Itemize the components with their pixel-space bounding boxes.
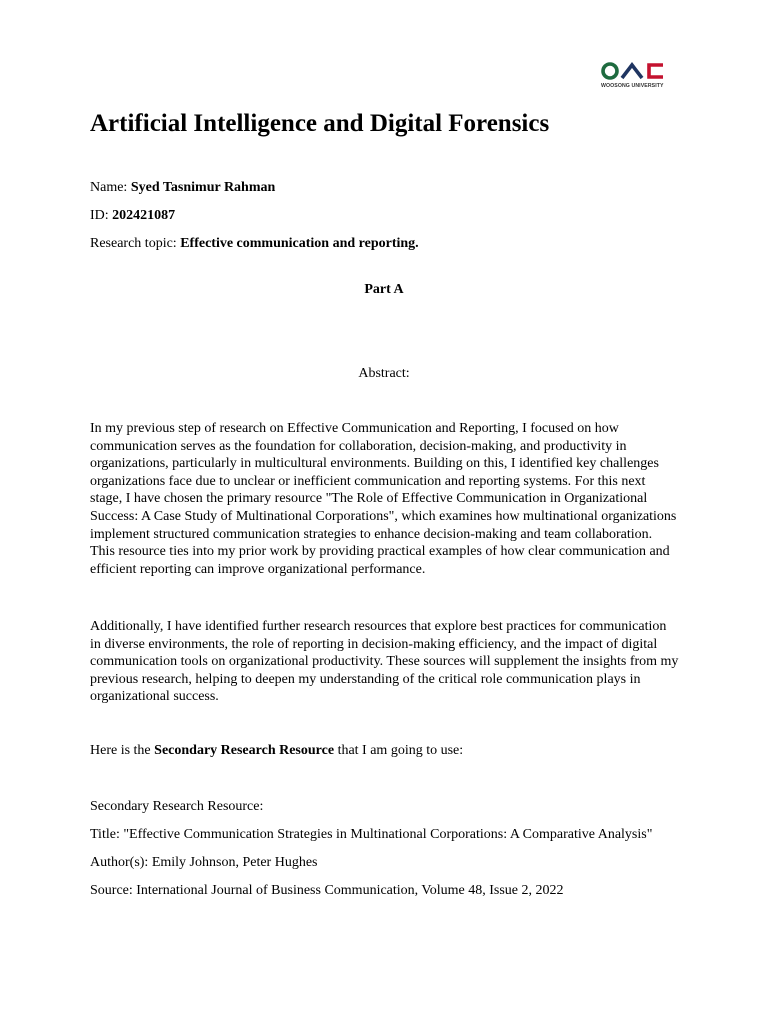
id-label: ID: xyxy=(90,208,113,223)
paragraph-previous-research: In my previous step of research on Effective Communication and Reporting, I focused on how communication serves as the foundation for collaboration, decision-making, and productivity in organizations, particularly in multicultural environments. Building on this, I identified key challenges organizations face due to unclear or inefficient communication and reporting systems. For this next stage, I have chosen the primary resource "The Role of Effective Communication in Organizational Success: A Case Study of Multinational Corporations", which examines how multinational organizations implement structured communication strategies to enhance decision-making and team collaboration. This resource ties into my prior work by providing practical examples of how clear communication and efficient reporting can improve organizational performance. xyxy=(90,421,677,577)
university-logo xyxy=(601,61,667,91)
secondary-intro-after: that I am going to use: xyxy=(334,743,464,758)
id-value: 202421087 xyxy=(112,208,176,223)
topic-label: Research topic: xyxy=(90,236,181,251)
secondary-authors-line: Author(s): Emily Johnson, Peter Hughes xyxy=(90,855,318,870)
secondary-heading: Secondary Research Resource: xyxy=(90,799,264,814)
document-title: Artificial Intelligence and Digital Forensics xyxy=(90,110,550,137)
research-topic-line xyxy=(90,235,419,252)
student-name-line xyxy=(90,179,275,196)
topic-value: Effective communication and reporting. xyxy=(180,236,419,251)
secondary-source-line: Source: International Journal of Business Communication, Volume 48, Issue 2, 2022 xyxy=(90,883,564,898)
name-label: Name: xyxy=(90,180,131,195)
secondary-intro-bold: Secondary Research Resource xyxy=(154,743,335,758)
abstract-heading: Abstract: xyxy=(358,366,410,381)
secondary-intro-line xyxy=(90,742,463,759)
paragraph-additional-resources: Additionally, I have identified further research resources that explore best practices for communication in diverse environments, the role of reporting in decision-making efficiency, and the impact of digital communication tools on organizational productivity. These sources will supplement the insights from my previous research, helping to deepen my understanding of the critical role communication plays in organizational success. xyxy=(90,619,679,705)
logo-caption: WOOSONG UNIVERSITY xyxy=(601,83,664,89)
student-id-line xyxy=(90,207,175,224)
name-value: Syed Tasnimur Rahman xyxy=(130,180,276,195)
secondary-intro-before: Here is the xyxy=(90,743,155,758)
part-heading: Part A xyxy=(364,282,404,297)
oac-logo-icon xyxy=(601,61,667,81)
secondary-title-line: Title: "Effective Communication Strategies in Multinational Corporations: A Comparative Analysis" xyxy=(90,827,653,842)
